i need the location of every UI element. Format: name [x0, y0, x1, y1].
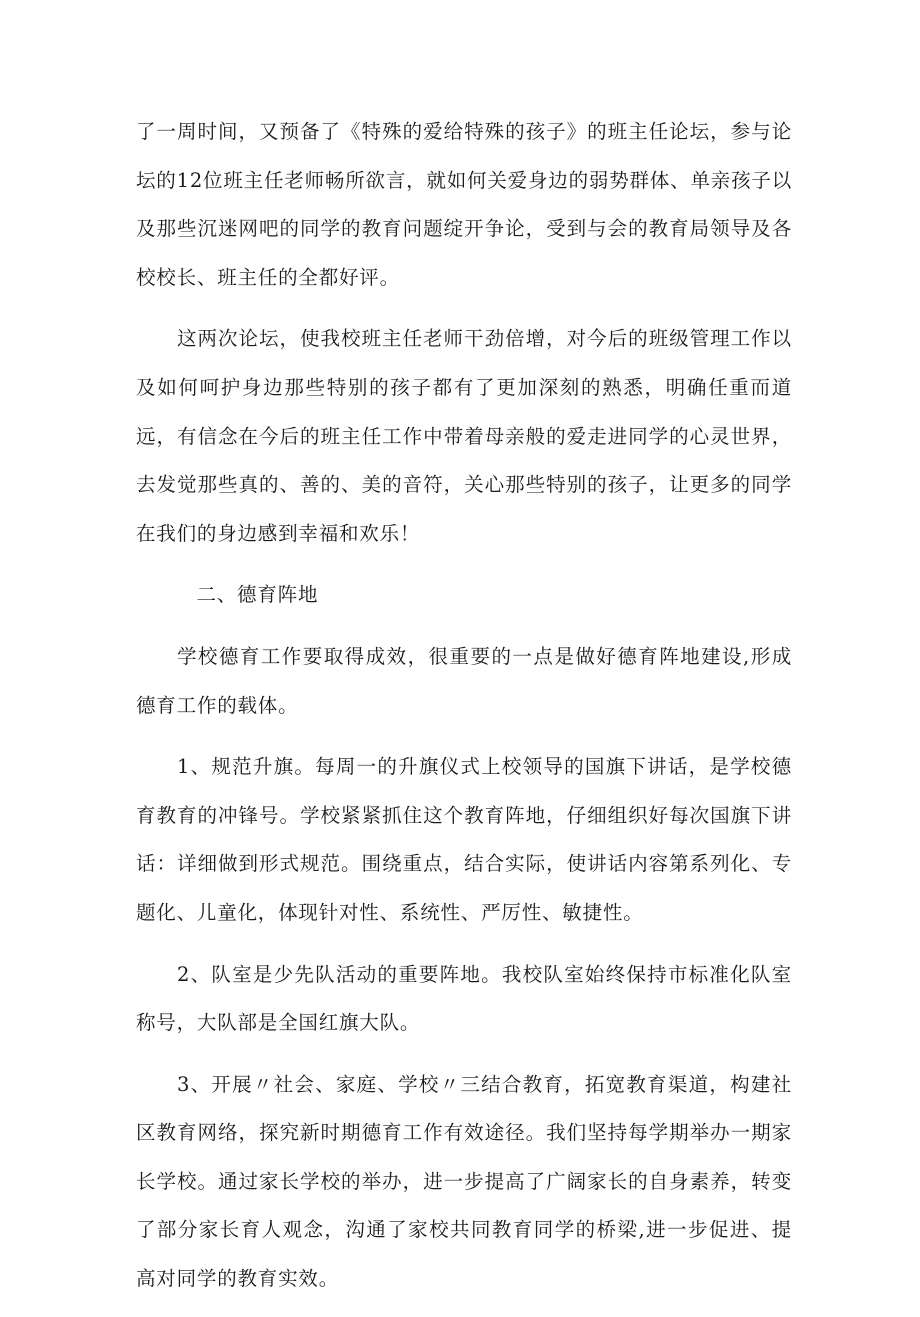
- section-heading-moral-education-base: 二、德育阵地: [196, 583, 319, 607]
- paragraph-forum-continuation: 了一周时间，又预备了《特殊的爱给特殊的孩子》的班主任论坛，参与论坛的12位班主任老师畅所欲言，就如何关爱身边的弱势群体、单亲孩子以及那些沉迷网吧的同学的教育问题绽开争论，受到与会的教育局领导及各校校长、班主任的全都好评。: [136, 120, 792, 289]
- paragraph-item-3-three-combined-education: 3、开展〃社会、家庭、学校〃三结合教育，拓宽教育渠道，构建社区教育网络，探究新时期德育工作有效途径。我们坚持每学期举办一期家长学校。通过家长学校的举办，进一步提高了广阔家长的自身素养，转变了部分家长育人观念，沟通了家校共同教育同学的桥梁,进一步促进、提高对同学的教育实效。: [136, 1072, 792, 1291]
- paragraph-item-2-team-room: 2、队室是少先队活动的重要阵地。我校队室始终保持市标准化队室称号，大队部是全国红旗大队。: [136, 962, 792, 1035]
- paragraph-item-1-flag-raising: 1、规范升旗。每周一的升旗仪式上校领导的国旗下讲话，是学校德育教育的冲锋号。学校紧紧抓住这个教育阵地，仔细组织好每次国旗下讲话：详细做到形式规范。围绕重点，结合实际，使讲话内容第系列化、专题化、儿童化，体现针对性、系统性、严厉性、敏捷性。: [136, 755, 792, 924]
- paragraph-forum-effect: 这两次论坛，使我校班主任老师干劲倍增，对今后的班级管理工作以及如何呵护身边那些特别的孩子都有了更加深刻的熟悉，明确任重而道远，有信念在今后的班主任工作中带着母亲般的爱走进同学的心灵世界，去发觉那些真的、善的、美的音符，关心那些特别的孩子，让更多的同学在我们的身边感到幸福和欢乐！: [136, 327, 792, 545]
- paragraph-base-intro: 学校德育工作要取得成效，很重要的一点是做好德育阵地建设,形成德育工作的载体。: [136, 644, 792, 717]
- document-page: [136, 108, 792, 1317]
